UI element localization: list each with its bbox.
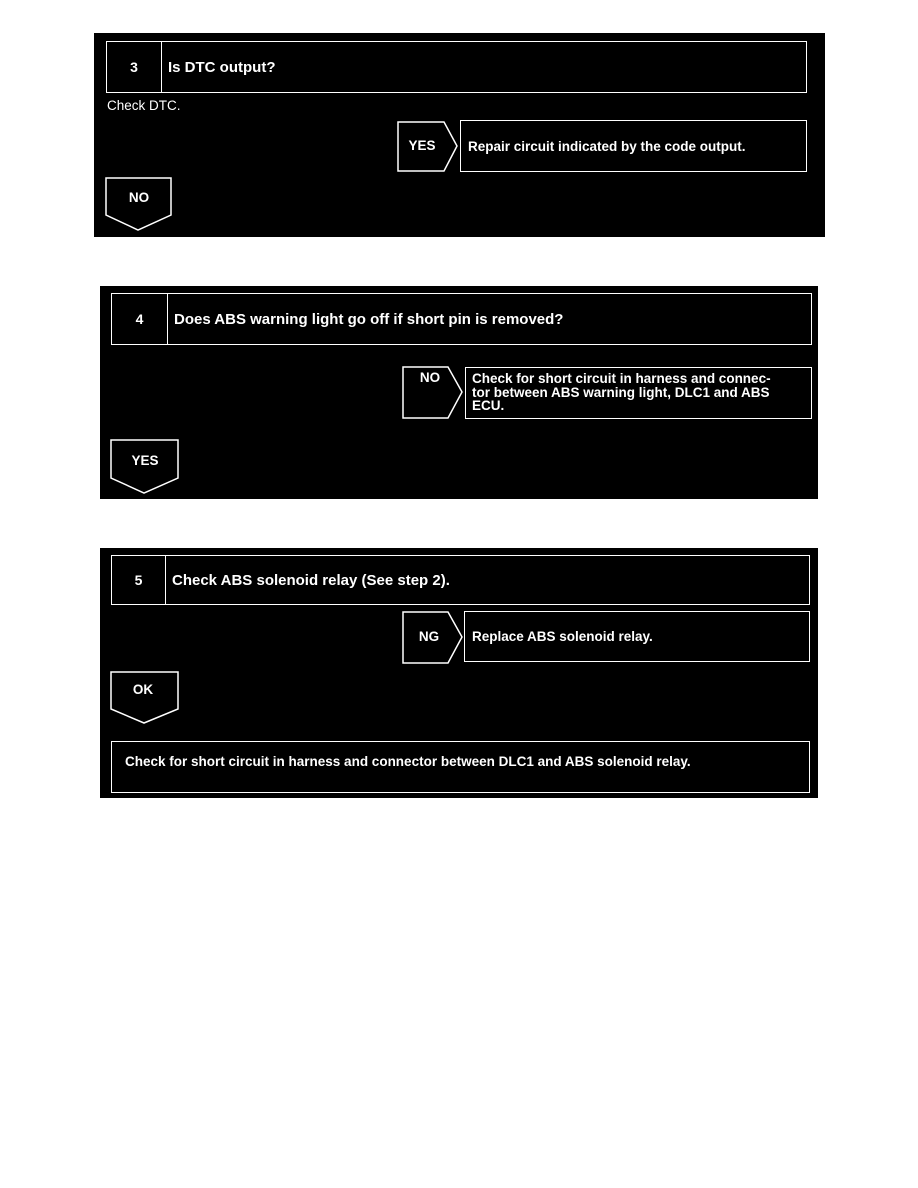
step-3-title: Is DTC output? [168,58,276,76]
step-5-ok-label: OK [132,681,154,697]
step-4-yes-label: YES [131,452,159,468]
step-4-no-action-line-2: tor between ABS warning light, DLC1 and ABS [472,384,770,400]
step-4-title: Does ABS warning light go off if short pin is removed? [174,310,564,328]
step-4-panel [100,286,818,499]
step-4-number: 4 [135,311,144,327]
step-5-final-action: Check for short circuit in harness and connector between DLC1 and ABS solenoid relay. [125,753,691,769]
step-5-ng-label: NG [418,628,440,644]
step-4-no-action-line-3: ECU. [472,398,505,413]
step-3-yes-action: Repair circuit indicated by the code output. [468,138,746,154]
step-4-no-action [472,372,808,413]
step-3-number: 3 [130,59,138,75]
step-4-no-label: NO [419,369,441,385]
step-5-title: Check ABS solenoid relay (See step 2). [172,571,450,589]
step-3-no-label: NO [128,189,150,205]
step-3-panel [94,33,825,237]
step-3-yes-label: YES [408,137,436,153]
step-5-ng-action: Replace ABS solenoid relay. [472,629,653,644]
step-3-instruction: Check DTC. [107,98,181,113]
step-4-no-action-line-1: Check for short circuit in harness and connec- [472,371,771,386]
step-5-panel [100,548,818,798]
step-5-number: 5 [134,572,143,588]
